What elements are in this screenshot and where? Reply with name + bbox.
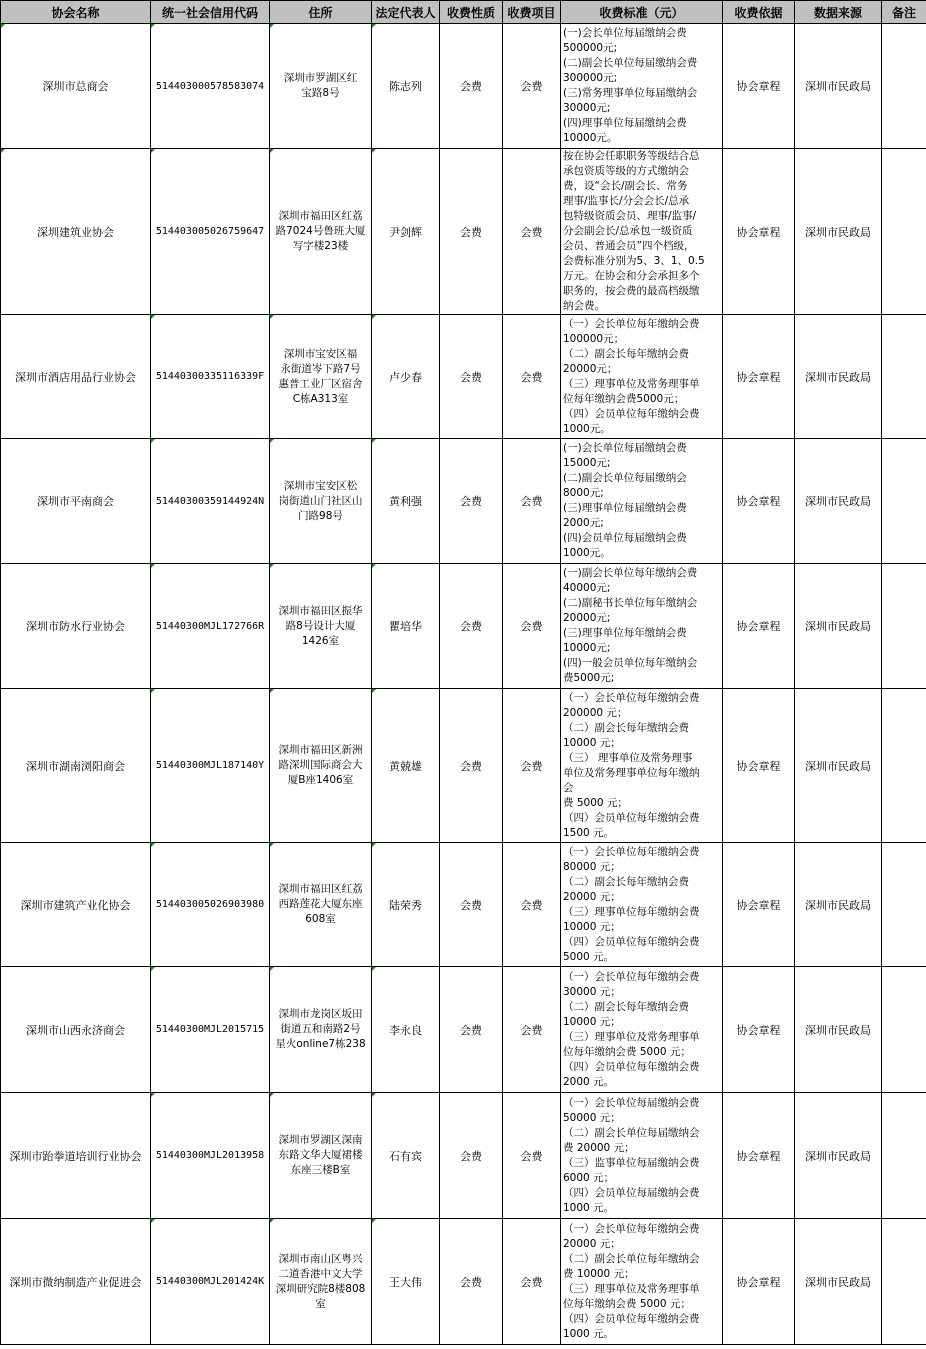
credit-code-cell: 51440300MJL201424K bbox=[151, 1219, 270, 1345]
credit-code-cell: 51440300MJL2015715 bbox=[151, 967, 270, 1093]
data-source-cell: 深圳市民政局 bbox=[795, 967, 882, 1093]
table-row bbox=[1, 1219, 926, 1345]
fee-basis-cell: 协会章程 bbox=[723, 315, 795, 439]
fee-standard-cell: （一）会长单位每届缴纳会费 50000 元； （二）副会长单位每届缴纳会 费 20000 元； （三）监事单位每届缴纳会费 6000 元； （四）会员单位每届缴纳会费 1000 元。 bbox=[561, 1093, 723, 1219]
table-row bbox=[1, 149, 926, 315]
fee-basis-cell: 协会章程 bbox=[723, 439, 795, 564]
note-cell bbox=[882, 24, 926, 149]
fee-standard-cell: 按在协会任职职务等级结合总 承包资质等级的方式缴纳会 费，设“会长/副会长、常务 理事/监事长/分会会长/总承 包特级资质会员、理事/监事/ 分会副会长/总承包一级资质 会员、普通会员”四个档级， 会费标准分别为5、3、1、0.5 万元。在协会和分会承担多个 职务的，按会费的最高档级缴 纳会费。 bbox=[561, 149, 723, 315]
fee-item-cell: 会费 bbox=[503, 1093, 561, 1219]
address-cell: 深圳市宝安区福 永街道岑下路7号 惠普工业厂区宿舍 C栋A313室 bbox=[270, 315, 372, 439]
org-name-cell: 深圳市平南商会 bbox=[1, 439, 151, 564]
fee-standard-cell: (一)副会长单位每年缴纳会费 40000元; (二)副秘书长单位每年缴纳会 20000元; (三)理事单位每年缴纳会费 10000元; (四)一般会员单位每年缴纳会 费5000元; bbox=[561, 564, 723, 689]
fee-standard-cell: (一)会长单位每届缴纳会费 15000元; (二)副会长单位每届缴纳会 8000元; (三)理事单位每届缴纳会费 2000元; (四)会员单位每届缴纳会费 1000元。 bbox=[561, 439, 723, 564]
data-source-cell: 深圳市民政局 bbox=[795, 564, 882, 689]
org-name-cell: 深圳市酒店用品行业协会 bbox=[1, 315, 151, 439]
col-header-address: 住所 bbox=[270, 1, 372, 24]
fee-item-cell: 会费 bbox=[503, 689, 561, 843]
org-name-cell: 深圳市山西永济商会 bbox=[1, 967, 151, 1093]
legal-rep-cell: 黄利强 bbox=[372, 439, 440, 564]
address-cell: 深圳市南山区粤兴 二道香港中文大学 深圳研究院8楼808 室 bbox=[270, 1219, 372, 1345]
note-cell bbox=[882, 967, 926, 1093]
fee-basis-cell: 协会章程 bbox=[723, 24, 795, 149]
credit-code-cell: 514403000578583074 bbox=[151, 24, 270, 149]
legal-rep-cell: 陈志列 bbox=[372, 24, 440, 149]
data-source-cell: 深圳市民政局 bbox=[795, 689, 882, 843]
data-source-cell: 深圳市民政局 bbox=[795, 315, 882, 439]
note-cell bbox=[882, 1093, 926, 1219]
fee-nature-cell: 会费 bbox=[440, 1219, 503, 1345]
address-cell: 深圳市福田区红荔 西路莲花大厦东座 608室 bbox=[270, 843, 372, 967]
data-source-cell: 深圳市民政局 bbox=[795, 24, 882, 149]
fee-standard-cell: (一)会长单位每届缴纳会费 500000元; (二)副会长单位每届缴纳会费 300000元; (三)常务理事单位每届缴纳会 30000元; (四)理事单位每届缴纳会费 10000元。 bbox=[561, 24, 723, 149]
col-header-standard: 收费标准（元） bbox=[561, 1, 723, 24]
col-header-rep: 法定代表人 bbox=[372, 1, 440, 24]
fee-item-cell: 会费 bbox=[503, 24, 561, 149]
fee-nature-cell: 会费 bbox=[440, 967, 503, 1093]
address-cell: 深圳市龙岗区坂田 街道五和南路2号 星火online7栋238 bbox=[270, 967, 372, 1093]
table-row bbox=[1, 315, 926, 439]
data-source-cell: 深圳市民政局 bbox=[795, 1219, 882, 1345]
org-name-cell: 深圳市湖南浏阳商会 bbox=[1, 689, 151, 843]
address-cell: 深圳市罗湖区深南 东路文华大厦裙楼 东座三楼B室 bbox=[270, 1093, 372, 1219]
org-name-cell: 深圳市微纳制造产业促进会 bbox=[1, 1219, 151, 1345]
table-row bbox=[1, 843, 926, 967]
fee-standard-cell: （一）会长单位每年缴纳会费 30000 元； （二）副会长每年缴纳会费 10000 元； （三）理事单位及常务理事单 位每年缴纳会费 5000 元； （四）会员单位每年缴纳会费 2000 元。 bbox=[561, 967, 723, 1093]
address-cell: 深圳市福田区红荔 路7024号鲁班大厦 写字楼23楼 bbox=[270, 149, 372, 315]
fee-basis-cell: 协会章程 bbox=[723, 967, 795, 1093]
legal-rep-cell: 黄兢雄 bbox=[372, 689, 440, 843]
org-name-cell: 深圳市总商会 bbox=[1, 24, 151, 149]
credit-code-cell: 51440300MJL172766R bbox=[151, 564, 270, 689]
credit-code-cell: 514403005026903980 bbox=[151, 843, 270, 967]
credit-code-cell: 51440300335116339F bbox=[151, 315, 270, 439]
note-cell bbox=[882, 689, 926, 843]
fee-nature-cell: 会费 bbox=[440, 24, 503, 149]
address-cell: 深圳市宝安区松 岗街道山门社区山 门路98号 bbox=[270, 439, 372, 564]
fee-basis-cell: 协会章程 bbox=[723, 1219, 795, 1345]
col-header-nature: 收费性质 bbox=[440, 1, 503, 24]
table-row bbox=[1, 439, 926, 564]
col-header-item: 收费项目 bbox=[503, 1, 561, 24]
note-cell bbox=[882, 1219, 926, 1345]
note-cell bbox=[882, 149, 926, 315]
credit-code-cell: 514403005026759647 bbox=[151, 149, 270, 315]
table-row bbox=[1, 967, 926, 1093]
org-name-cell: 深圳建筑业协会 bbox=[1, 149, 151, 315]
fee-item-cell: 会费 bbox=[503, 1219, 561, 1345]
data-source-cell: 深圳市民政局 bbox=[795, 843, 882, 967]
note-cell bbox=[882, 315, 926, 439]
org-name-cell: 深圳市建筑产业化协会 bbox=[1, 843, 151, 967]
table-row bbox=[1, 564, 926, 689]
fee-standard-cell: （一）会长单位每年缴纳会费 80000 元； （二）副会长每年缴纳会费 20000 元； （三）理事单位每年缴纳会费 10000 元； （四）会员单位每年缴纳会费 5000 元。 bbox=[561, 843, 723, 967]
legal-rep-cell: 李永良 bbox=[372, 967, 440, 1093]
credit-code-cell: 51440300MJL187140Y bbox=[151, 689, 270, 843]
fee-basis-cell: 协会章程 bbox=[723, 1093, 795, 1219]
header-row bbox=[1, 1, 926, 24]
legal-rep-cell: 王大伟 bbox=[372, 1219, 440, 1345]
data-source-cell: 深圳市民政局 bbox=[795, 439, 882, 564]
credit-code-cell: 51440300359144924N bbox=[151, 439, 270, 564]
fee-standard-cell: （一）会长单位每年缴纳会费 20000 元； （二）副会长单位每年缴纳会 费 10000 元； （三）理事单位及常务理事单 位每年缴纳会费 5000 元； （四）会员单位每年缴纳会费 1000 元。 bbox=[561, 1219, 723, 1345]
fee-basis-cell: 协会章程 bbox=[723, 843, 795, 967]
legal-rep-cell: 卢少春 bbox=[372, 315, 440, 439]
fee-item-cell: 会费 bbox=[503, 843, 561, 967]
fee-standard-cell: （一）会长单位每年缴纳会费 100000元； （二）副会长每年缴纳会费 20000元； （三）理事单位及常务理事单 位每年缴纳会费5000元； （四）会员单位每年缴纳会费 1000元。 bbox=[561, 315, 723, 439]
address-cell: 深圳市福田区新洲 路深圳国际商会大 厦B座1406室 bbox=[270, 689, 372, 843]
org-name-cell: 深圳市防水行业协会 bbox=[1, 564, 151, 689]
address-cell: 深圳市罗湖区红 宝路8号 bbox=[270, 24, 372, 149]
col-header-code: 统一社会信用代码 bbox=[151, 1, 270, 24]
fee-nature-cell: 会费 bbox=[440, 149, 503, 315]
data-source-cell: 深圳市民政局 bbox=[795, 149, 882, 315]
table-row bbox=[1, 24, 926, 149]
fee-item-cell: 会费 bbox=[503, 439, 561, 564]
fee-nature-cell: 会费 bbox=[440, 439, 503, 564]
table-row bbox=[1, 689, 926, 843]
fee-item-cell: 会费 bbox=[503, 315, 561, 439]
fee-nature-cell: 会费 bbox=[440, 689, 503, 843]
fee-standard-cell: （一）会长单位每年缴纳会费 200000 元； （二）副会长每年缴纳会费 10000 元； （三） 理事单位及常务理事 单位及常务理事单位每年缴纳 会 费 5000 元； （四）会员单位每年缴纳会费 1500 元。 bbox=[561, 689, 723, 843]
fee-basis-cell: 协会章程 bbox=[723, 149, 795, 315]
col-header-name: 协会名称 bbox=[1, 1, 151, 24]
fee-nature-cell: 会费 bbox=[440, 1093, 503, 1219]
fee-item-cell: 会费 bbox=[503, 149, 561, 315]
fee-item-cell: 会费 bbox=[503, 967, 561, 1093]
fee-item-cell: 会费 bbox=[503, 564, 561, 689]
fee-basis-cell: 协会章程 bbox=[723, 564, 795, 689]
note-cell bbox=[882, 439, 926, 564]
table-row bbox=[1, 1093, 926, 1219]
legal-rep-cell: 瞿培华 bbox=[372, 564, 440, 689]
address-cell: 深圳市福田区振华 路8号设计大厦 1426室 bbox=[270, 564, 372, 689]
legal-rep-cell: 石有宾 bbox=[372, 1093, 440, 1219]
data-source-cell: 深圳市民政局 bbox=[795, 1093, 882, 1219]
fee-nature-cell: 会费 bbox=[440, 564, 503, 689]
note-cell bbox=[882, 564, 926, 689]
col-header-source: 数据来源 bbox=[795, 1, 882, 24]
legal-rep-cell: 陆荣秀 bbox=[372, 843, 440, 967]
fee-nature-cell: 会费 bbox=[440, 843, 503, 967]
org-name-cell: 深圳市跆拳道培训行业协会 bbox=[1, 1093, 151, 1219]
legal-rep-cell: 尹剑辉 bbox=[372, 149, 440, 315]
fee-basis-cell: 协会章程 bbox=[723, 689, 795, 843]
fee-nature-cell: 会费 bbox=[440, 315, 503, 439]
col-header-basis: 收费依据 bbox=[723, 1, 795, 24]
credit-code-cell: 51440300MJL2013958 bbox=[151, 1093, 270, 1219]
note-cell bbox=[882, 843, 926, 967]
col-header-note: 备注 bbox=[882, 1, 926, 24]
